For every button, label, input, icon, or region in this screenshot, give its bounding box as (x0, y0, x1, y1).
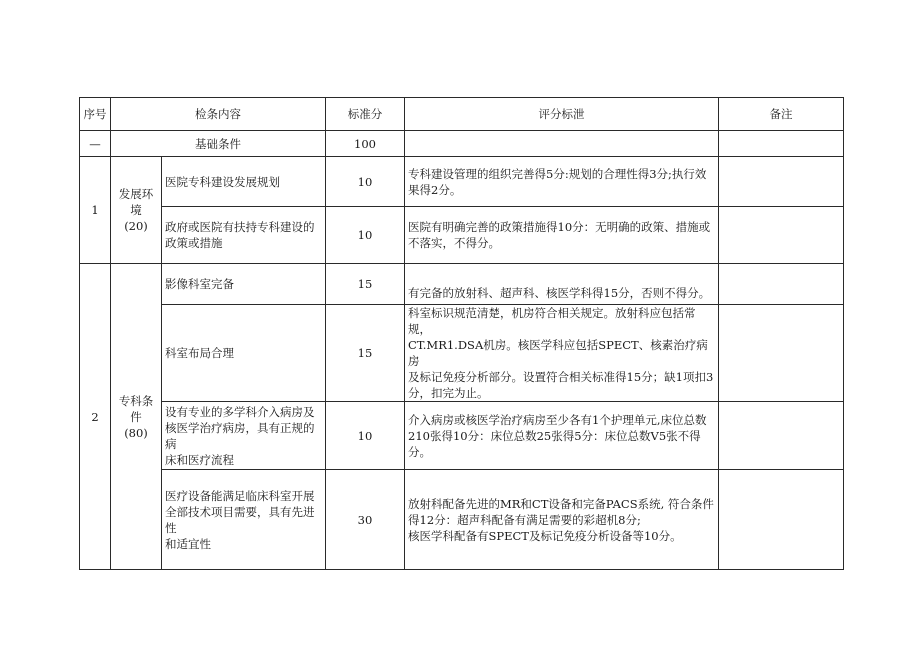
item-content (162, 305, 326, 402)
criteria-line: 有完备的放射科、超声科、核医学科得15分，否则不得分。 (408, 286, 711, 300)
item-note (719, 157, 844, 207)
item-content-line: 和适宜性 (165, 536, 211, 551)
criteria-line: 及标记免疫分析部分。设置符合相关标准得15分；缺1项扣3 (408, 370, 714, 384)
base-score: 100 (326, 131, 405, 157)
header-content: 检条内容 (111, 98, 326, 131)
item-note (719, 470, 844, 570)
criteria-line: 分，扣完为止。 (408, 386, 489, 400)
item-content-line: 设有专业的多学科介入病房及 (165, 404, 315, 419)
item-score: 15 (326, 305, 405, 402)
base-note (719, 131, 844, 157)
category-score: (80) (124, 425, 148, 440)
item-note (719, 402, 844, 470)
category-score: (20) (124, 219, 148, 233)
criteria-line: 不落实，不得分。 (408, 236, 500, 250)
item-content (162, 157, 326, 207)
base-criteria (405, 131, 719, 157)
criteria-line: 医院有明确完善的政策措施得10分：无明确的政策、措施或 (408, 220, 711, 234)
item-content-line: 政策或措施 (165, 236, 223, 250)
item-content-line: 政府或医院有扶持专科建设的 (165, 220, 315, 234)
criteria-line: 介入病房或核医学治疗病房至少各有1个护理单元,床位总数 (408, 412, 707, 427)
header-no: 序号 (80, 98, 111, 131)
criteria-line: CT.MR1.DSA机房。核医学科应包括SPECT、核素治疗病房 (408, 338, 708, 368)
item-note (719, 207, 844, 264)
table-row (80, 157, 844, 207)
table-row (80, 264, 844, 305)
criteria-line: 专科建设管理的组织完善得5分:规划的合理性得3分;执行效 (408, 166, 707, 181)
criteria-line: 科室标识规范清楚，机房符合相关规定。放射科应包括常规， (408, 306, 696, 336)
category-cell (111, 157, 162, 264)
table-row (80, 402, 844, 470)
table-row (80, 207, 844, 264)
item-score: 10 (326, 207, 405, 264)
item-content-line: 全部技术项目需要，具有先进性 (165, 504, 315, 535)
item-criteria (405, 264, 719, 305)
criteria-line: 核医学科配备有SPECT及标记免疫分析设备等10分。 (408, 528, 682, 543)
item-criteria (405, 157, 719, 207)
item-content (162, 264, 326, 305)
item-score: 10 (326, 402, 405, 470)
item-criteria (405, 402, 719, 470)
header-score: 标准分 (326, 98, 405, 131)
section-no: 2 (80, 264, 111, 570)
item-content-line: 医疗设备能满足临床科室开展 (165, 488, 315, 503)
section-no: 1 (80, 157, 111, 264)
base-no: — (80, 131, 111, 157)
table-row (80, 305, 844, 402)
criteria-line: 210张得10分：床位总数25张得5分：床位总数V5张不得分。 (408, 428, 701, 459)
criteria-line: 得12分：超声科配备有满足需要的彩超机8分; (408, 512, 641, 527)
item-content (162, 402, 326, 470)
category-label: 发展环境 (118, 187, 154, 217)
item-score: 15 (326, 264, 405, 305)
item-score: 10 (326, 157, 405, 207)
header-note: 备注 (719, 98, 844, 131)
criteria-line: 放射科配备先进的MR和CT设备和完备PACS系统, 符合条件 (408, 496, 714, 511)
item-note (719, 264, 844, 305)
header-row (80, 98, 844, 131)
item-content-line: 影像科室完备 (165, 277, 234, 291)
item-criteria (405, 470, 719, 570)
table-row (80, 470, 844, 570)
item-content (162, 470, 326, 570)
item-score: 30 (326, 470, 405, 570)
criteria-line: 果得2分。 (408, 182, 462, 197)
scoring-table (79, 97, 844, 570)
item-note (719, 305, 844, 402)
item-content-line: 医院专科建设发展规划 (165, 174, 280, 189)
item-content-line: 核医学治疗病房，具有正规的病 (165, 420, 315, 451)
header-criteria: 评分标泄 (405, 98, 719, 131)
item-criteria (405, 207, 719, 264)
item-content-line: 床和医疗流程 (165, 452, 234, 467)
category-label: 专科条件 (118, 393, 154, 424)
base-label: 基础条件 (111, 131, 326, 157)
category-cell (111, 264, 162, 570)
base-row (80, 131, 844, 157)
item-criteria (405, 305, 719, 402)
item-content-line: 科室布局合理 (165, 346, 234, 360)
item-content (162, 207, 326, 264)
